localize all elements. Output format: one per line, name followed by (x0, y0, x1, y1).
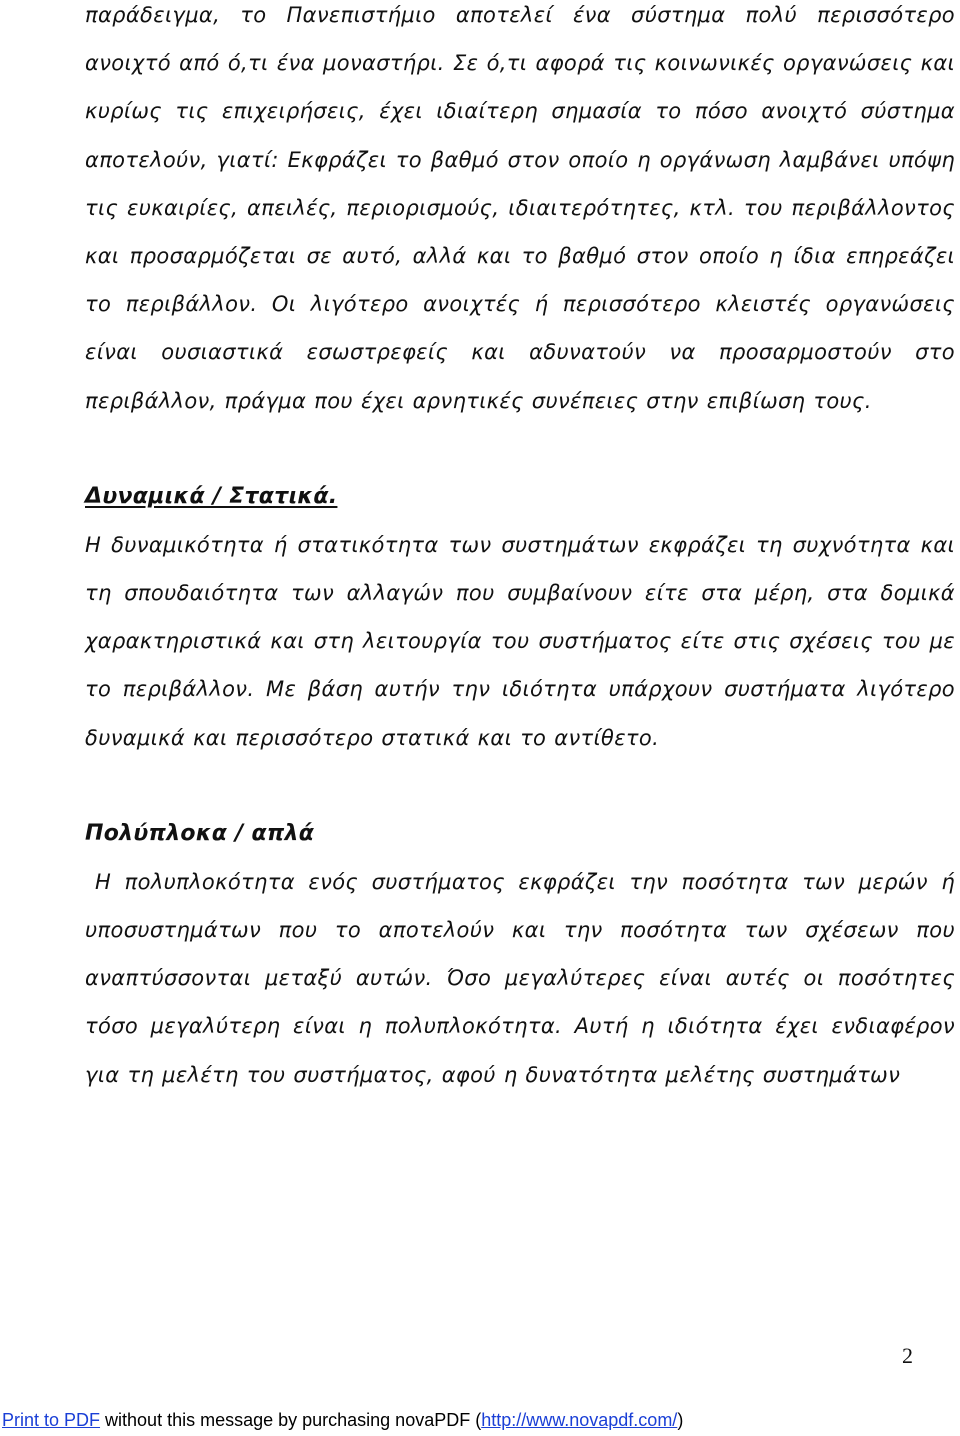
paragraph-complexity: Η πολυπλοκότητα ενός συστήματος εκφράζει την ποσότητα των μερών ή υποσυστημάτων που το αποτελούν και την ποσότητα των σχέσεων που αναπτύσσονται μεταξύ αυτών. Όσο μεγαλύτερες είναι αυτές οι ποσότητες τόσο μεγαλύτερη είναι η πολυπλοκότητα. Αυτή η ιδιότητα έχει ενδιαφέρον για τη μελέτη του συστήματος, αφού η δυνατότητα μελέτης συστημάτων (85, 869, 955, 1087)
print-to-pdf-link[interactable]: Print to PDF (2, 1410, 101, 1430)
paragraph-dynamic-static: Η δυναμικότητα ή στατικότητα των συστημάτων εκφράζει τη συχνότητα και τη σπουδαιότητα των αλλαγών που συμβαίνουν είτε στα μέρη, στα δομικά χαρακτηριστικά και στη λειτουργία του συστήματος είτε στις σχέσεις του με το περιβάλλον. Με βάση αυτήν την ιδιότητα υπάρχουν συστήματα λιγότερο δυναμικά και περισσότερο στατικά και το αντίθετο. (85, 532, 955, 750)
section-heading-dynamic-static (85, 473, 955, 521)
page-number: 2 (902, 1343, 913, 1368)
watermark-footer (2, 1410, 683, 1431)
paragraph-open-systems: παράδειγμα, το Πανεπιστήμιο αποτελεί ένα σύστημα πολύ περισσότερο ανοιχτό από ό,τι ένα μοναστήρι. Σε ό,τι αφορά τις κοινωνικές οργανώσεις και κυρίως τις επιχειρήσεις, έχει ιδιαίτερη σημασία το πόσο ανοιχτό σύστημα αποτελούν, γιατί: Εκφράζει το βαθμό στον οποίο η οργάνωση λαμβάνει υπόψη τις ευκαιρίες, απειλές, περιορισμούς, ιδιαιτερότητες, κτλ. του περιβάλλοντος και προσαρμόζεται σε αυτό, αλλά και το βαθμό στον οποίο η ίδια επηρεάζει το περιβάλλον. Οι λιγότερο ανοιχτές ή περισσότερο κλειστές οργανώσεις είναι ουσιαστικά εσωστρεφείς και αδυνατούν να προσαρμοστούν στο περιβάλλον, πράγμα που έχει αρνητικές συνέπειες στην επιβίωση τους. (85, 3, 955, 413)
footer-text-end: ) (677, 1410, 684, 1430)
section-heading-complex-simple: Πολύπλοκα / απλά (85, 820, 315, 846)
document-page (85, 0, 955, 1099)
section-heading-text: Δυναμικά / Στατικά. (85, 483, 338, 509)
footer-text: without this message by purchasing novaPDF ( (100, 1410, 482, 1430)
novapdf-url-link[interactable]: http://www.novapdf.com/ (481, 1410, 678, 1430)
